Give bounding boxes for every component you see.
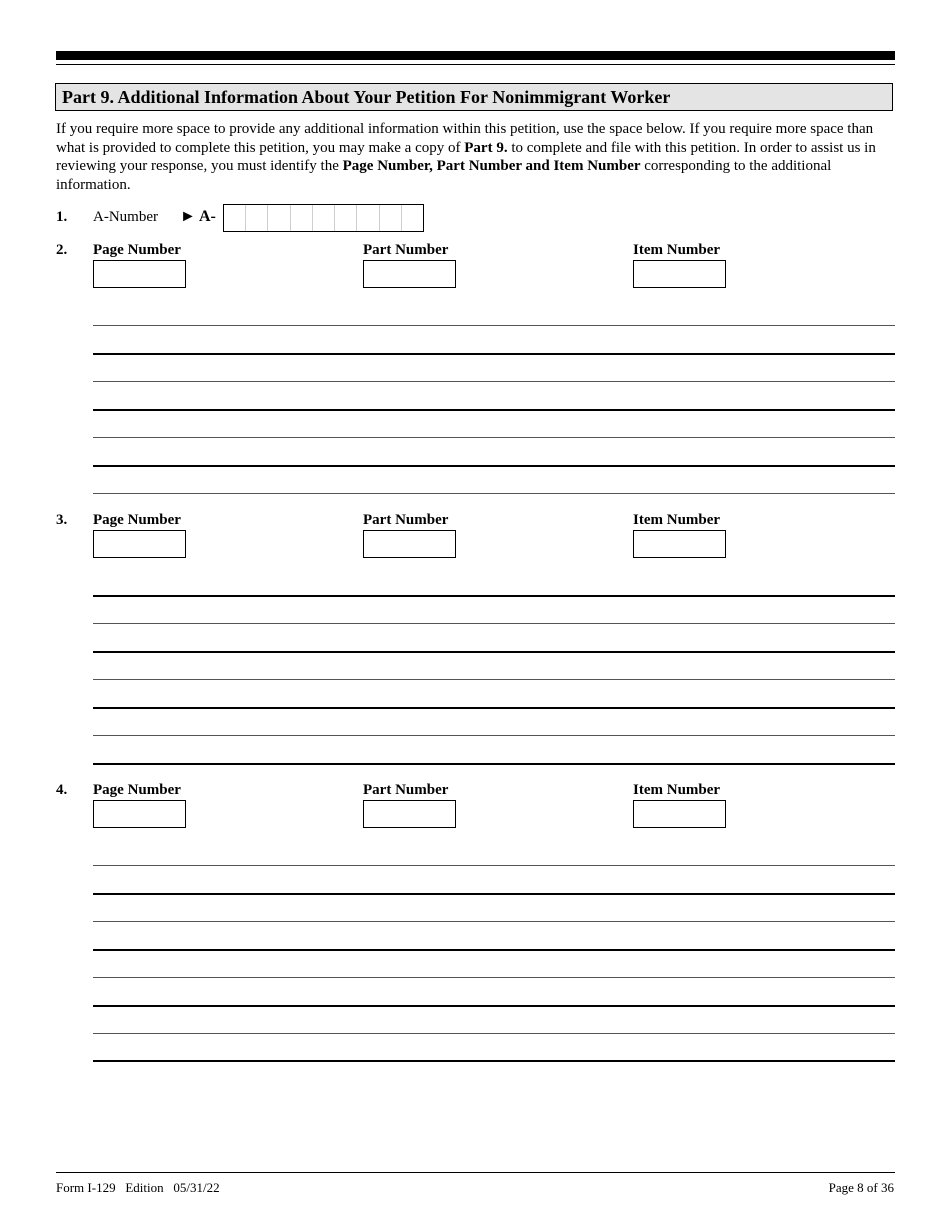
- a-number-digit: [402, 205, 423, 231]
- item-2-text-line[interactable]: [93, 325, 895, 326]
- item-4-number: 4.: [56, 782, 68, 798]
- item-4-page-number-label: Page Number: [93, 782, 181, 798]
- item-4-part-number-input[interactable]: [363, 800, 456, 828]
- intro-bold-part9: Part 9.: [464, 139, 508, 156]
- item-3-text-line[interactable]: [93, 735, 895, 736]
- item-4-page-number-input[interactable]: [93, 800, 186, 828]
- item-2-item-number-label: Item Number: [633, 242, 721, 258]
- item-2-text-line[interactable]: [93, 409, 895, 411]
- part-9-header: Part 9. Additional Information About Your Petition For Nonimmigrant Worker: [55, 83, 893, 111]
- item-4-text-line[interactable]: [93, 1060, 895, 1062]
- item-2-text-line[interactable]: [93, 465, 895, 467]
- intro-text-1: If you require more space to provide any additional information within this petition, use the space below. If you require more space than what is provided to complete this petition, you may make a copy of: [56, 121, 874, 156]
- intro-text-3: corresponding to the additional information.: [56, 158, 832, 193]
- item-4-part-number-label: Part Number: [363, 782, 449, 798]
- item-2-text-line[interactable]: [93, 493, 895, 494]
- top-thick-rule: [56, 51, 895, 60]
- item-3-item-number-input[interactable]: [633, 530, 726, 558]
- a-number-digit: [335, 205, 357, 231]
- a-number-digit: [291, 205, 313, 231]
- item-3-text-line[interactable]: [93, 763, 895, 765]
- top-thin-rule: [56, 64, 895, 65]
- item-2-text-line[interactable]: [93, 353, 895, 355]
- item-3-text-line[interactable]: [93, 707, 895, 709]
- item-3-text-line[interactable]: [93, 679, 895, 680]
- a-number-digit: [357, 205, 379, 231]
- item-3-page-number-input[interactable]: [93, 530, 186, 558]
- a-number-label: A-Number: [93, 209, 158, 225]
- item-2-item-number-input[interactable]: [633, 260, 726, 288]
- item-4-text-line[interactable]: [93, 949, 895, 951]
- item-2-page-number-input[interactable]: [93, 260, 186, 288]
- item-3-part-number-input[interactable]: [363, 530, 456, 558]
- a-number-digit: [268, 205, 290, 231]
- item-3-text-line[interactable]: [93, 623, 895, 624]
- item-4-text-line[interactable]: [93, 977, 895, 978]
- item-4-text-line[interactable]: [93, 893, 895, 895]
- a-number-digit: [246, 205, 268, 231]
- a-number-digit: [380, 205, 402, 231]
- item-4-text-line[interactable]: [93, 865, 895, 866]
- footer-page-number: Page 8 of 36: [828, 1180, 894, 1195]
- item-4-item-number-input[interactable]: [633, 800, 726, 828]
- item-1-number: 1.: [56, 209, 68, 225]
- a-number-input[interactable]: [223, 204, 424, 232]
- item-3-text-line[interactable]: [93, 651, 895, 653]
- a-number-prefix: ► A-: [180, 208, 216, 225]
- item-2-part-number-input[interactable]: [363, 260, 456, 288]
- footer-form-edition: Form I-129 Edition 05/31/22: [56, 1180, 220, 1195]
- intro-paragraph: [56, 120, 894, 194]
- a-number-digit: [313, 205, 335, 231]
- item-3-text-line[interactable]: [93, 595, 895, 597]
- item-3-number: 3.: [56, 512, 68, 528]
- item-2-part-number-label: Part Number: [363, 242, 449, 258]
- item-4-text-line[interactable]: [93, 921, 895, 922]
- footer-rule: [56, 1172, 895, 1173]
- item-2-text-line[interactable]: [93, 381, 895, 382]
- item-3-page-number-label: Page Number: [93, 512, 181, 528]
- item-2-text-line[interactable]: [93, 437, 895, 438]
- item-4-item-number-label: Item Number: [633, 782, 721, 798]
- item-3-item-number-label: Item Number: [633, 512, 721, 528]
- item-3-part-number-label: Part Number: [363, 512, 449, 528]
- item-2-number: 2.: [56, 242, 68, 258]
- a-number-digit: [224, 205, 246, 231]
- item-4-text-line[interactable]: [93, 1033, 895, 1034]
- intro-text-2: to complete and file with this petition. In order to assist us in reviewing your response, you must identify the: [56, 139, 876, 175]
- item-2-page-number-label: Page Number: [93, 242, 181, 258]
- item-4-text-line[interactable]: [93, 1005, 895, 1007]
- intro-bold-identifiers: Page Number, Part Number and Item Number: [342, 158, 641, 175]
